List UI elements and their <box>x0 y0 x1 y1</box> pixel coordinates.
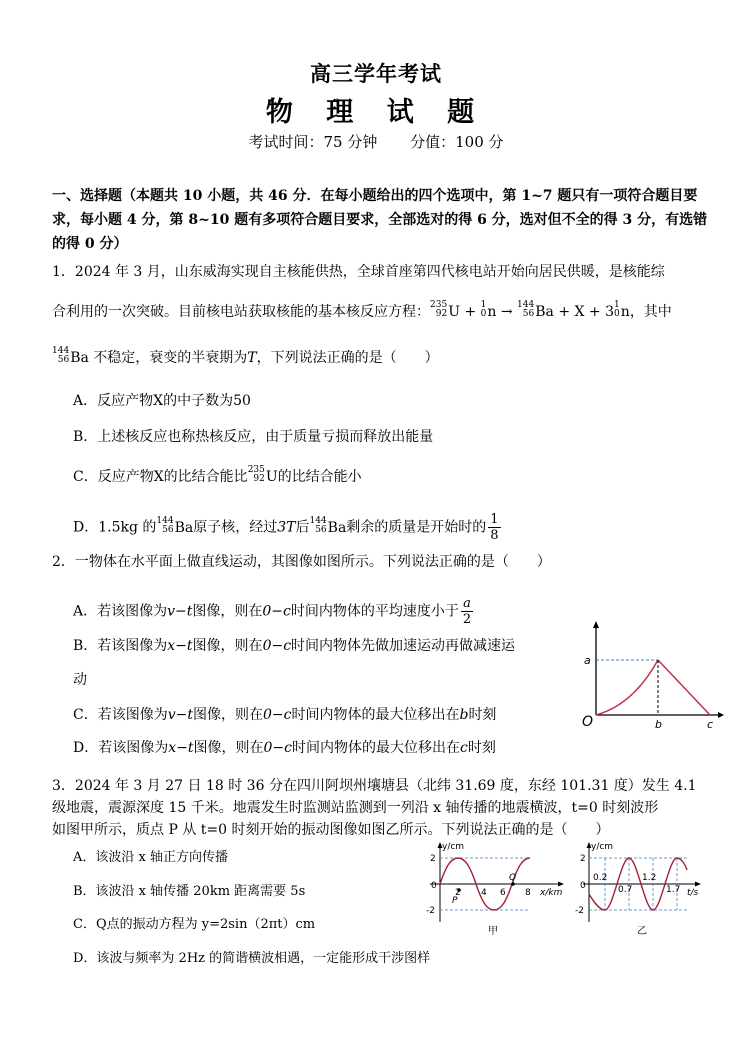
q2-y-arrow <box>593 621 599 628</box>
q2-option-d: D．若该图像为x−t图像，则在0−c时间内物体的最大位移出在c时刻 <box>73 740 496 756</box>
yi-ttick-2: 0.7 <box>618 885 633 895</box>
q2-option-b: B．若该图像为x−t图像，则在0−c时间内物体先做加速运动再做减速运 <box>73 638 516 654</box>
yi-caption: 乙 <box>637 926 647 937</box>
q3-option-a: A．该波沿 x 轴正方向传播 <box>73 850 228 865</box>
q3-option-d: D．该波与频率为 2Hz 的简谐横波相遇，一定能形成干涉图样 <box>73 951 431 966</box>
q1-line2: 合利用的一次突破。目前核电站获取核能的基本核反应方程： 235 92 U + 1 0 n → 144 56 Ba + X + 3 1 0 n，其中 <box>52 300 672 320</box>
q2-x-arrow <box>718 712 724 718</box>
q3-option-b: B．该波沿 x 轴传播 20km 距离需要 5s <box>73 884 306 899</box>
subject-title: 物 理 试 题 <box>265 97 487 128</box>
yi-zero: 0 <box>580 881 586 891</box>
jia-xtick-4: 4 <box>481 888 487 898</box>
q1-line1: 1．2024 年 3 月，山东威海实现自主核能供热，全球首座第四代核电站开始向居民供暖，是核能综 <box>52 264 665 280</box>
nuclide-Ba: 144 56 Ba <box>517 300 554 320</box>
q1-option-b: B．上述核反应也称热核反应，由于质量亏损而释放出能量 <box>73 429 434 445</box>
jia-xlabel: x/km <box>540 888 563 898</box>
q3-line3: 如图甲所示，质点 P 从 t=0 时刻开始的振动图像如图乙所示。下列说法正确的是（ ） <box>52 822 610 838</box>
jia-label-p: P <box>452 896 458 906</box>
jia-xtick-6: 6 <box>500 888 506 898</box>
jia-caption: 甲 <box>488 926 498 937</box>
fraction-a-half: $\frac{a}{2}$ <box>462 596 472 627</box>
yi-x-arrow <box>695 882 701 887</box>
exam-meta <box>0 131 752 152</box>
yi-ttick-3: 1.2 <box>642 873 657 883</box>
nuclide-U: 235 92 U <box>430 300 460 320</box>
q3-figure-yi <box>575 840 705 940</box>
yi-ybot: -2 <box>575 906 584 916</box>
fraction-one-eighth: $\frac{1}{8}$ <box>490 512 499 543</box>
q2-option-a: A．若该图像为v−t图像，则在0−c时间内物体的平均速度小于 $\frac{a}{2}$ <box>73 596 472 627</box>
yi-ylabel: y/cm <box>591 842 614 852</box>
q3-line2: 级地震，震源深度 15 千米。地震发生时监测站监测到一列沿 x 轴传播的地震横波，t=0 时刻波形 <box>52 800 659 816</box>
q2-option-c: C．若该图像为v−t图像，则在0−c时间内物体的最大位移出在b时刻 <box>73 707 497 723</box>
q3-option-c: C．Q点的振动方程为 y=2sin（2πt）cm <box>73 917 316 932</box>
jia-ylabel: y/cm <box>442 842 465 852</box>
q2-curve-falling <box>658 660 710 715</box>
yi-xlabel: t/s <box>687 888 699 898</box>
q3-figure-jia <box>418 840 568 940</box>
yi-ytop: 2 <box>580 854 586 864</box>
q2-graph <box>578 620 728 730</box>
q2-curve-rising <box>596 660 658 715</box>
yi-ttick-1: 0.2 <box>593 873 608 883</box>
jia-xtick-8: 8 <box>525 888 531 898</box>
q1-line3: 144 56 Ba 不稳定，衰变的半衰期为T，下列说法正确的是（ ） <box>52 346 439 366</box>
jia-label-q: Q <box>509 873 517 883</box>
q1-option-c: C．反应产物X的比结合能比 235 92 U的比结合能小 <box>73 465 362 485</box>
q1-option-a: A．反应产物X的中子数为50 <box>73 393 251 409</box>
exam-title: 高三学年考试 <box>310 61 442 86</box>
jia-x-arrow <box>558 882 564 887</box>
q2-label-b: b <box>655 718 662 730</box>
q2-label-a: a <box>584 654 591 667</box>
jia-zero: 0 <box>431 881 437 891</box>
jia-ybot: -2 <box>426 906 435 916</box>
q2-label-c: c <box>707 718 714 730</box>
q2-option-b-cont: 动 <box>73 672 87 688</box>
jia-xtick-2: 2 <box>455 888 461 898</box>
q2-stem: 2．一物体在水平面上做直线运动，其图像如图所示。下列说法正确的是（ ） <box>52 554 551 570</box>
q3-line1: 3．2024 年 3 月 27 日 18 时 36 分在四川阿坝州壤塘县（北纬 31.69 度，东经 101.31 度）发生 4.1 <box>52 778 697 794</box>
exam-time: 考试时间：75 分钟 <box>248 133 378 151</box>
jia-ytop: 2 <box>430 854 436 864</box>
nuclide-n: 1 0 n <box>480 300 497 320</box>
yi-ttick-4: 1.7 <box>666 885 681 895</box>
q1-option-d: D．1.5kg 的 144 56 Ba原子核，经过3T后 144 56 Ba剩余的质量是开始时的 $\frac{1}{8}$ <box>73 512 499 543</box>
exam-score: 分值：100 分 <box>410 133 504 151</box>
q2-label-origin: O <box>582 714 594 730</box>
section-heading: 一、选择题（本题共 10 小题，共 46 分．在每小题给出的四个选项中，第 1~7 题只有一项符合题目要求，每小题 4 分，第 8~10 题有多项符合题目要求，全部选对的得 6 分，选对但不全的得 3 分，有选错的得 0 分） <box>52 188 708 252</box>
